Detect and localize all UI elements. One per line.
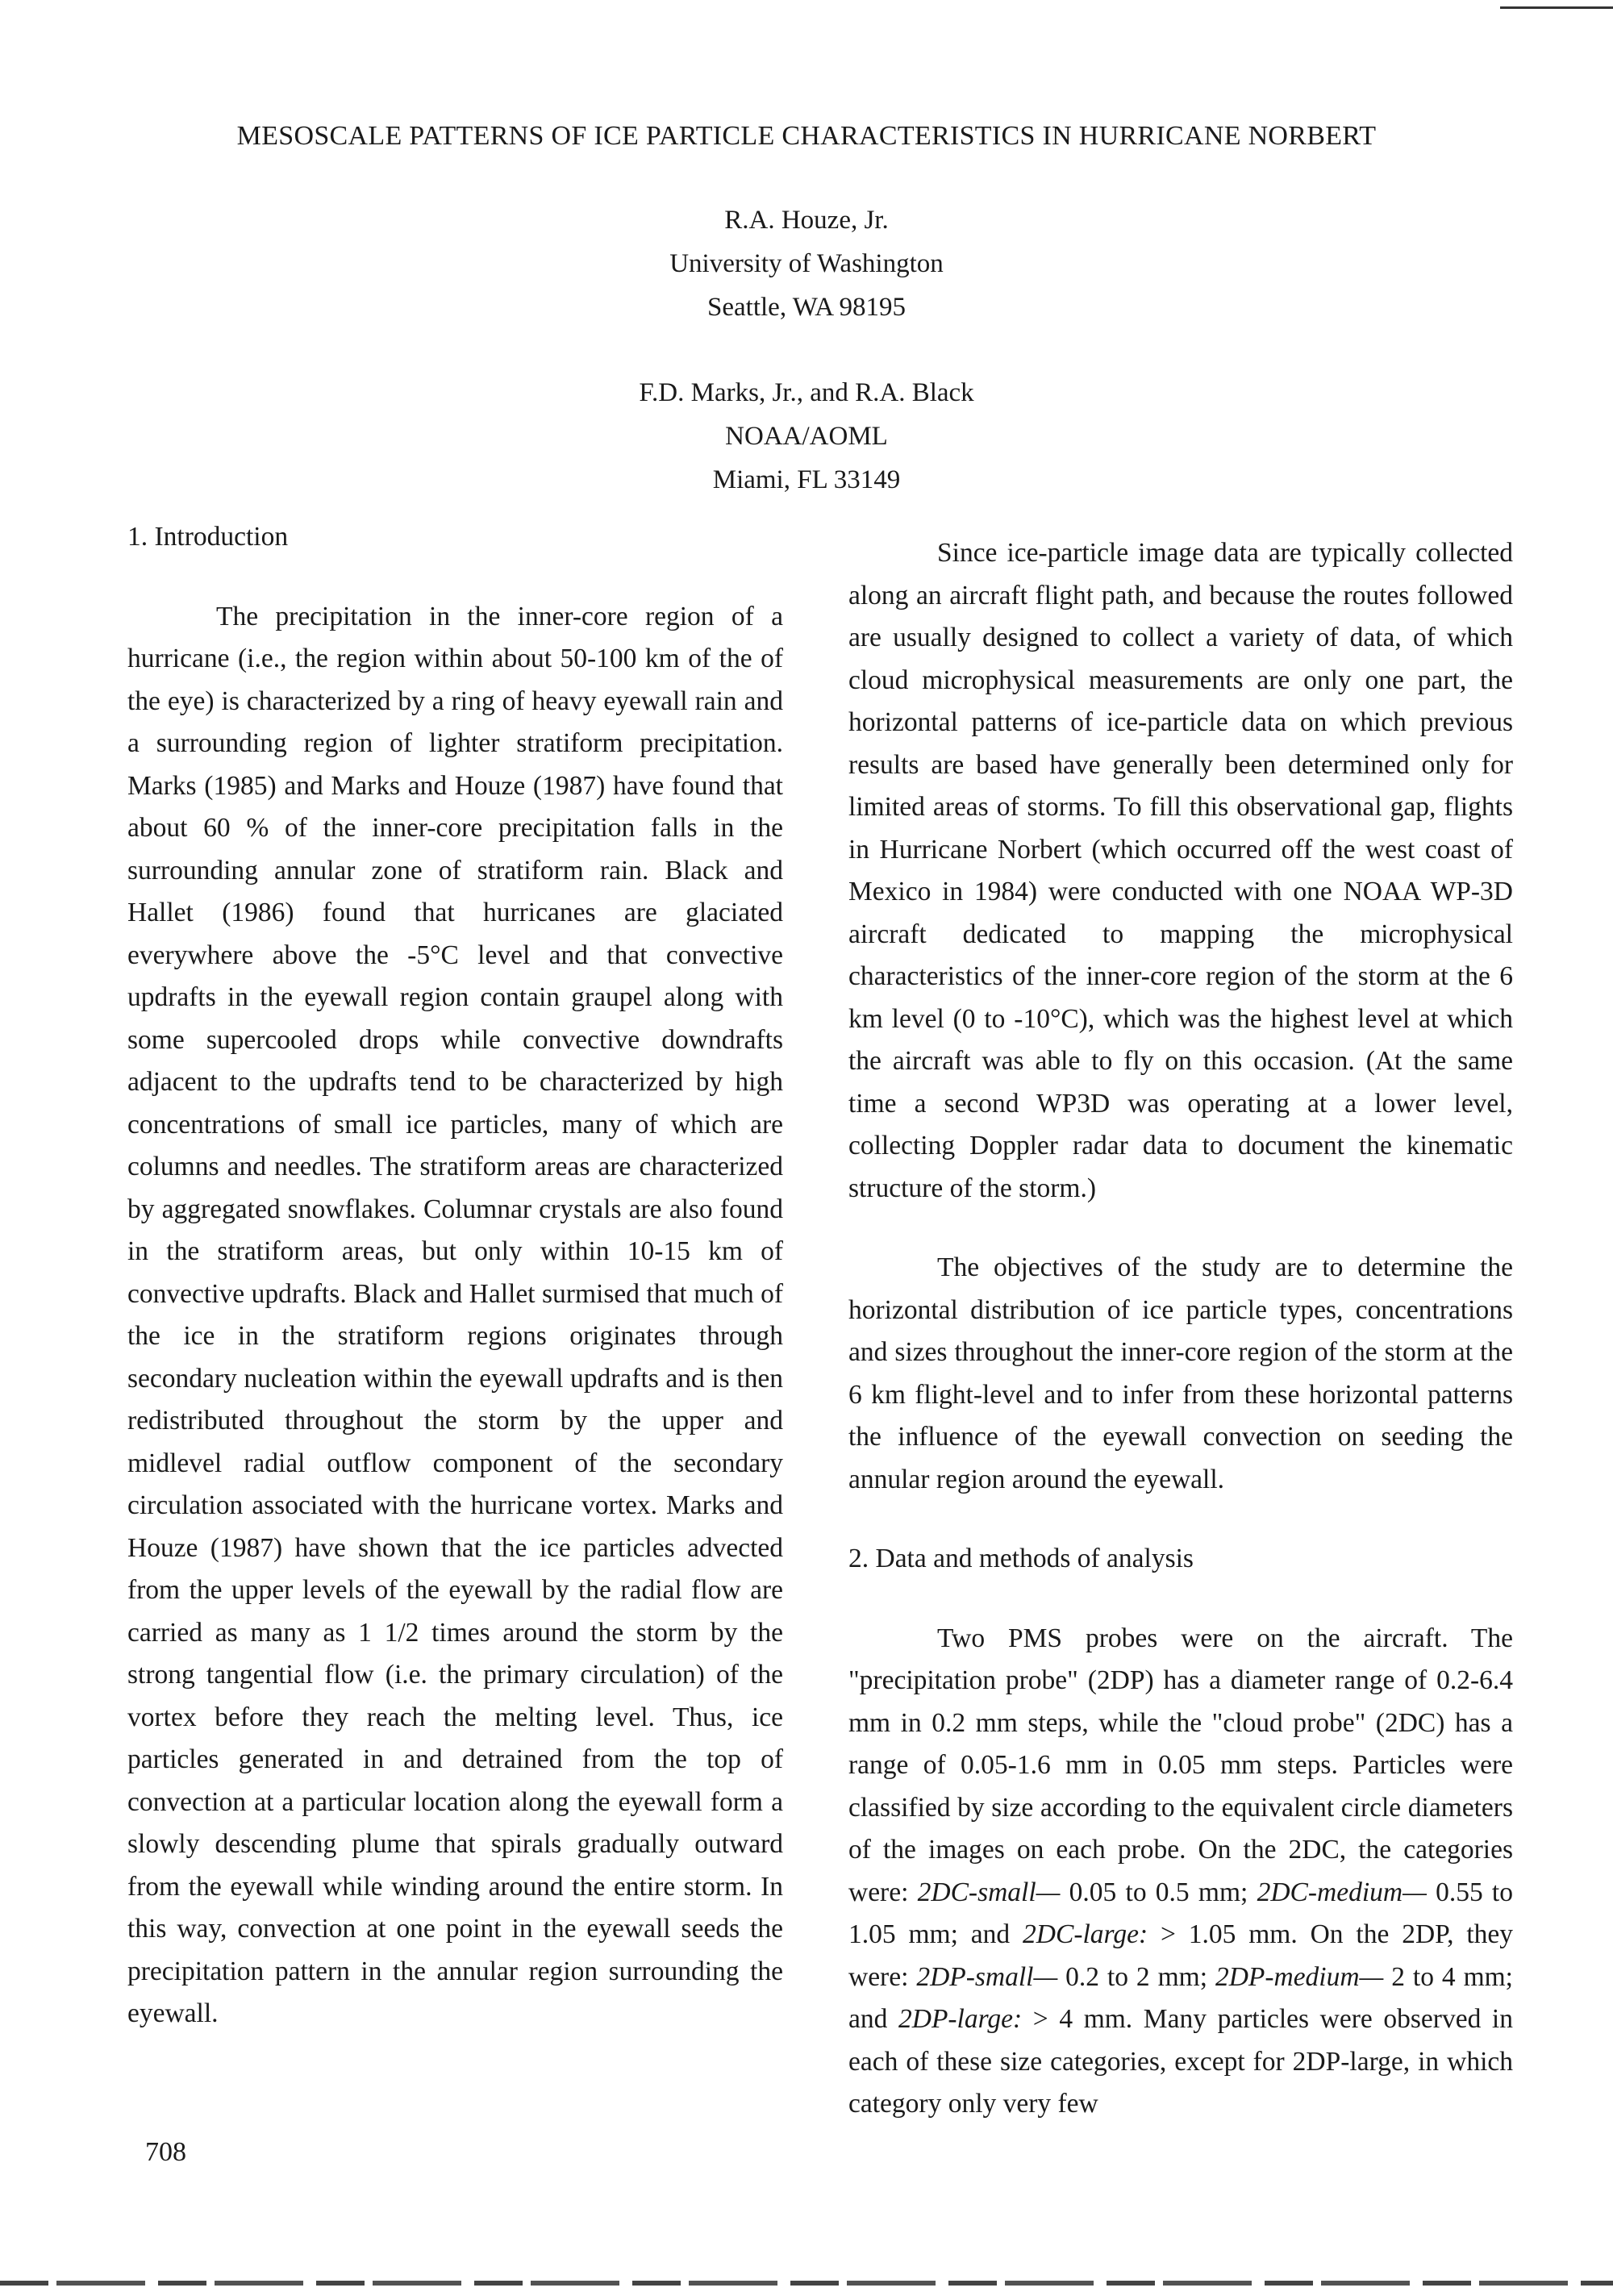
data-paragraph-1 bbox=[848, 1618, 1513, 2126]
author-name: R.A. Houze, Jr. bbox=[724, 206, 889, 235]
range-2dc-small: 0.05 to 0.5 mm; bbox=[1060, 1877, 1257, 1907]
author-block-2 bbox=[0, 371, 1613, 502]
range-2dp-medium: 2 to 4 mm; and bbox=[848, 1961, 1513, 2034]
range-2dc-medium: 0.55 to 1.05 mm; and bbox=[848, 1877, 1513, 1949]
author-affiliation: University of Washington bbox=[669, 249, 944, 278]
range-2dp-small: 0.2 to 2 mm; bbox=[1057, 1961, 1215, 1992]
category-2dc-medium: 2DC-medium— bbox=[1257, 1877, 1427, 1907]
author-address: Seattle, WA 98195 bbox=[707, 293, 906, 322]
category-2dp-medium: 2DP-medium— bbox=[1215, 1961, 1384, 1992]
scan-artifact bbox=[1500, 6, 1613, 9]
category-2dp-small: 2DP-small— bbox=[916, 1961, 1058, 1992]
category-2dp-large: 2DP-large: bbox=[898, 2004, 1023, 2034]
category-2dc-large: 2DC-large: bbox=[1023, 1919, 1148, 1949]
section-heading-introduction: 1. Introduction bbox=[127, 522, 289, 552]
intro-paragraph-3: The objectives of the study are to determine the horizontal distribution of ice particle types, concentrations and sizes throughout the inner-core region of the storm at the 6 km flight-level and to infer from these horizontal patterns the influence of the eyewall convection on seeding the annular region around the eyewall. bbox=[848, 1252, 1513, 1494]
author-address: Miami, FL 33149 bbox=[712, 465, 901, 494]
left-column bbox=[127, 516, 783, 2036]
intro-paragraph-2: Since ice-particle image data are typically collected along an aircraft flight path, and because the routes followed are usually designed to collect a variety of data, of which cloud microphysical measurements are only one part, the horizontal patterns of ice-particle data on which previous results are based have generally been determined only for limited areas of storms. To fill this observational gap, flights in Hurricane Norbert (which occurred off the west coast of Mexico in 1984) were conducted with one NOAA WP-3D aircraft dedicated to mapping the microphysical characteristics of the inner-core region of the storm at the 6 km level (0 to -10°C), which was the highest level at which the aircraft was able to fly on this occasion. (At the same time a second WP3D was operating at a lower level, collecting Doppler radar data to document the kinematic structure of the storm.) bbox=[848, 538, 1513, 1203]
page-number: 708 bbox=[145, 2137, 186, 2167]
data-text-start: Two PMS probes were on the aircraft. The "precipitation probe" (2DP) has a diameter range of 0.2-6.4 mm in 0.2 mm steps, while the "cloud probe" (2DC) has a range of 0.05-1.6 mm in 0.05 mm steps. Particles were classified by size according to the equivalent circle diameters of the images on each probe. On the 2DC, the categories were: bbox=[848, 1623, 1513, 1907]
scan-artifact-bottom bbox=[0, 2281, 1613, 2286]
range-2dc-large: > 1.05 mm. On the 2DP, they were: bbox=[848, 1919, 1513, 1992]
category-2dc-small: 2DC-small— bbox=[917, 1877, 1061, 1907]
intro-paragraph-1: The precipitation in the inner-core region of a hurricane (i.e., the region within about 50-100 km of the of the eye) is characterized by a ring of heavy eyewall rain and a surrounding region of lighter stratiform precipitation. Marks (1985) and Marks and Houze (1987) have found that about 60 % of the inner-core precipitation falls in the surrounding annular zone of stratiform rain. Black and Hallet (1986) found that hurricanes are glaciated everywhere above the -5°C level and that convective updrafts in the eyewall region contain graupel along with some supercooled drops while convective downdrafts adjacent to the updrafts tend to be characterized by high concentrations of small ice particles, many of which are columns and needles. The stratiform areas are characterized by aggregated snowflakes. Columnar crystals are also found in the stratiform areas, but only within 10-15 km of convective updrafts. Black and Hallet surmised that much of the ice in the stratiform regions originates through secondary nucleation within the eyewall updrafts and is then redistributed throughout the storm by the upper and midlevel radial outflow component of the secondary circulation associated with the hurricane vortex. Marks and Houze (1987) have shown that the ice particles advected from the upper levels of the eyewall by the radial flow are carried as many as 1 1/2 times around the storm by the strong tangential flow (i.e. the primary circulation) of the vortex before they reach the melting level. Thus, ice particles generated in and detrained from the top of convection at a particular location along the eyewall form a slowly descending plume that spirals gradually outward from the eyewall while winding around the entire storm. In this way, convection at one point in the eyewall seeds the precipitation pattern in the annular region surrounding the eyewall. bbox=[127, 601, 783, 2028]
paper-title: MESOSCALE PATTERNS OF ICE PARTICLE CHARACTERISTICS IN HURRICANE NORBERT bbox=[236, 121, 1377, 151]
author-name: F.D. Marks, Jr., and R.A. Black bbox=[639, 378, 974, 407]
data-text-end: > 4 mm. Many particles were observed in each of these size categories, except for 2DP-large, in which category only very few bbox=[848, 2004, 1513, 2119]
right-column bbox=[848, 532, 1513, 2126]
author-block-1 bbox=[0, 198, 1613, 329]
author-affiliation: NOAA/AOML bbox=[725, 422, 888, 451]
section-heading-data-methods: 2. Data and methods of analysis bbox=[848, 1544, 1194, 1573]
